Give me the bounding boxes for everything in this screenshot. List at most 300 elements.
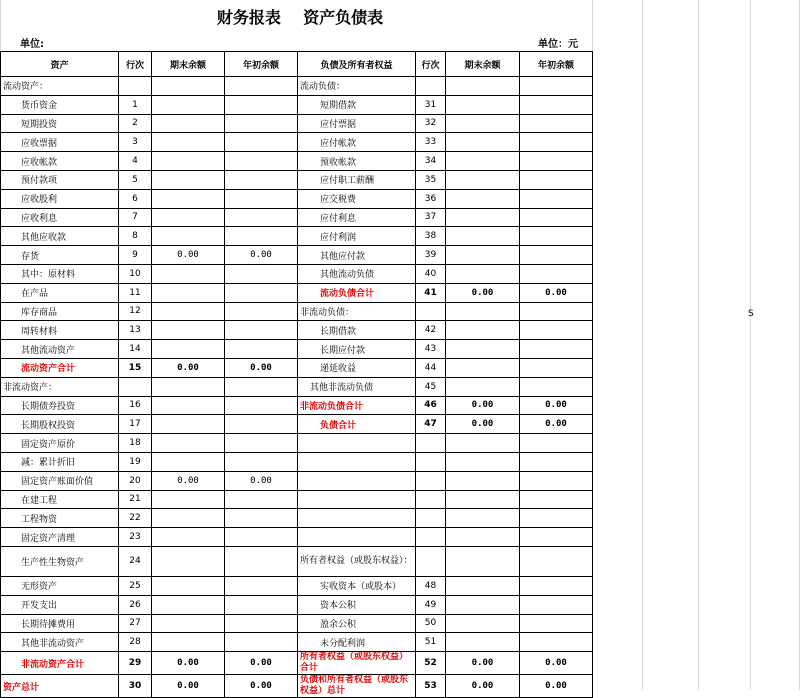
table-row [1,321,593,340]
asset-name-cell[interactable]: 非流动资产： [1,377,119,396]
asset-beginning-balance-cell[interactable] [225,114,298,133]
asset-beginning-balance-cell[interactable]: 0.00 [225,675,298,698]
header-assets[interactable]: 资产 [1,52,119,77]
liability-beginning-balance-cell[interactable] [520,114,593,133]
asset-beginning-balance-cell[interactable] [225,321,298,340]
unit-label-left: 单位: [20,39,44,50]
liability-beginning-balance-cell[interactable] [520,452,593,471]
asset-ending-balance-cell[interactable] [152,170,225,189]
liability-name-cell[interactable]: 其他应付款 [298,246,416,265]
header-beginning-balance[interactable]: 年初余额 [225,52,298,77]
asset-ending-balance-cell[interactable] [152,509,225,528]
asset-ending-balance-cell[interactable] [152,340,225,359]
liability-ending-balance-cell[interactable] [446,528,520,547]
asset-row-number-cell[interactable]: 18 [119,434,152,453]
asset-name-cell[interactable]: 其他流动资产 [1,340,119,359]
report-title: 财务报表 资产负债表 [216,8,384,27]
table-row [1,546,593,576]
liability-name-cell[interactable]: 其他非流动负债 [298,377,416,396]
liability-ending-balance-cell[interactable] [446,114,520,133]
asset-name-cell[interactable]: 预付款项 [1,170,119,189]
liability-row-number-cell[interactable]: 39 [416,246,446,265]
liability-name-cell[interactable]: 递延收益 [298,358,416,377]
liability-ending-balance-cell[interactable]: 0.00 [446,415,520,434]
liability-beginning-balance-cell[interactable] [520,152,593,171]
asset-ending-balance-cell[interactable] [152,415,225,434]
liability-beginning-balance-cell[interactable]: 0.00 [520,415,593,434]
asset-beginning-balance-cell[interactable] [225,283,298,302]
asset-ending-balance-cell[interactable] [152,595,225,614]
asset-ending-balance-cell[interactable] [152,377,225,396]
table-row [1,170,593,189]
asset-ending-balance-cell[interactable] [152,283,225,302]
liability-ending-balance-cell[interactable] [446,490,520,509]
liability-ending-balance-cell[interactable] [446,321,520,340]
asset-beginning-balance-cell[interactable] [225,152,298,171]
table-row [1,576,593,595]
liability-ending-balance-cell[interactable] [446,377,520,396]
liability-ending-balance-cell[interactable] [446,77,520,96]
liability-row-number-cell[interactable]: 33 [416,133,446,152]
liability-ending-balance-cell[interactable] [446,358,520,377]
liability-beginning-balance-cell[interactable] [520,170,593,189]
liability-ending-balance-cell[interactable] [446,227,520,246]
liability-ending-balance-cell[interactable] [446,595,520,614]
asset-row-number-cell[interactable]: 4 [119,152,152,171]
asset-beginning-balance-cell[interactable] [225,77,298,96]
liability-name-cell[interactable] [298,509,416,528]
liability-ending-balance-cell[interactable]: 0.00 [446,283,520,302]
table-row [1,509,593,528]
balance-sheet-table [0,51,593,698]
liability-row-number-cell[interactable]: 40 [416,264,446,283]
asset-row-number-cell[interactable]: 1 [119,95,152,114]
asset-ending-balance-cell[interactable]: 0.00 [152,246,225,265]
liability-beginning-balance-cell[interactable] [520,528,593,547]
asset-name-cell[interactable]: 货币资金 [1,95,119,114]
table-row [1,152,593,171]
liability-ending-balance-cell[interactable] [446,340,520,359]
asset-ending-balance-cell[interactable] [152,633,225,652]
table-row [1,358,593,377]
table-row [1,95,593,114]
liability-beginning-balance-cell[interactable] [520,340,593,359]
header-ending-balance[interactable]: 期末余额 [152,52,225,77]
asset-beginning-balance-cell[interactable] [225,396,298,415]
table-row [1,614,593,633]
liability-row-number-cell[interactable]: 38 [416,227,446,246]
asset-ending-balance-cell[interactable] [152,614,225,633]
table-row [1,264,593,283]
liability-name-cell[interactable]: 所有者权益（或股东权益）： [298,546,416,576]
liability-ending-balance-cell[interactable] [446,152,520,171]
liability-beginning-balance-cell[interactable]: 0.00 [520,675,593,698]
liability-beginning-balance-cell[interactable] [520,302,593,321]
table-row [1,471,593,490]
liability-beginning-balance-cell[interactable] [520,576,593,595]
liability-name-cell[interactable]: 流动负债合计 [298,283,416,302]
asset-row-number-cell[interactable]: 19 [119,452,152,471]
asset-name-cell[interactable]: 应收股利 [1,189,119,208]
liability-row-number-cell[interactable] [416,546,446,576]
table-row [1,434,593,453]
liability-row-number-cell[interactable] [416,77,446,96]
liability-row-number-cell[interactable]: 51 [416,633,446,652]
asset-name-cell[interactable]: 工程物资 [1,509,119,528]
liability-beginning-balance-cell[interactable] [520,189,593,208]
asset-name-cell[interactable]: 应收帐款 [1,152,119,171]
table-row [1,377,593,396]
liability-ending-balance-cell[interactable] [446,614,520,633]
liability-name-cell[interactable]: 长期应付款 [298,340,416,359]
asset-ending-balance-cell[interactable] [152,302,225,321]
liability-ending-balance-cell[interactable] [446,264,520,283]
asset-name-cell[interactable]: 长期债券投资 [1,396,119,415]
asset-ending-balance-cell[interactable] [152,396,225,415]
liability-name-cell[interactable]: 应付职工薪酬 [298,170,416,189]
asset-beginning-balance-cell[interactable] [225,490,298,509]
liability-row-number-cell[interactable]: 34 [416,152,446,171]
asset-name-cell[interactable]: 在建工程 [1,490,119,509]
asset-name-cell[interactable]: 流动资产： [1,77,119,96]
table-row [1,227,593,246]
table-row [1,283,593,302]
liability-ending-balance-cell[interactable] [446,95,520,114]
liability-row-number-cell[interactable]: 32 [416,114,446,133]
liability-row-number-cell[interactable]: 52 [416,652,446,675]
liability-beginning-balance-cell[interactable]: 0.00 [520,652,593,675]
liability-beginning-balance-cell[interactable] [520,509,593,528]
asset-row-number-cell[interactable]: 28 [119,633,152,652]
liability-name-cell[interactable]: 实收资本（或股本） [298,576,416,595]
asset-name-cell[interactable]: 周转材料 [1,321,119,340]
asset-ending-balance-cell[interactable] [152,189,225,208]
liability-name-cell[interactable]: 应付利息 [298,208,416,227]
asset-row-number-cell[interactable]: 3 [119,133,152,152]
asset-row-number-cell[interactable]: 24 [119,546,152,576]
asset-row-number-cell[interactable]: 16 [119,396,152,415]
asset-beginning-balance-cell[interactable] [225,633,298,652]
liability-beginning-balance-cell[interactable] [520,77,593,96]
asset-name-cell[interactable]: 存货 [1,246,119,265]
liability-ending-balance-cell[interactable] [446,434,520,453]
asset-row-number-cell[interactable]: 14 [119,340,152,359]
table-row [1,208,593,227]
asset-row-number-cell[interactable]: 22 [119,509,152,528]
asset-beginning-balance-cell[interactable] [225,227,298,246]
liability-name-cell[interactable]: 负债和所有者权益（或股东权益）总计 [298,675,416,698]
liability-row-number-cell[interactable]: 53 [416,675,446,698]
asset-ending-balance-cell[interactable] [152,546,225,576]
asset-beginning-balance-cell[interactable]: 0.00 [225,358,298,377]
asset-name-cell[interactable]: 固定资产原价 [1,434,119,453]
asset-row-number-cell[interactable]: 10 [119,264,152,283]
liability-ending-balance-cell[interactable] [446,509,520,528]
asset-ending-balance-cell[interactable]: 0.00 [152,358,225,377]
liability-beginning-balance-cell[interactable] [520,377,593,396]
liability-beginning-balance-cell[interactable] [520,434,593,453]
table-row [1,452,593,471]
table-row [1,246,593,265]
liability-name-cell[interactable]: 预收帐款 [298,152,416,171]
liability-ending-balance-cell[interactable]: 0.00 [446,396,520,415]
asset-ending-balance-cell[interactable] [152,576,225,595]
asset-beginning-balance-cell[interactable] [225,302,298,321]
asset-beginning-balance-cell[interactable] [225,189,298,208]
asset-name-cell[interactable]: 长期待摊费用 [1,614,119,633]
liability-beginning-balance-cell[interactable] [520,133,593,152]
asset-beginning-balance-cell[interactable] [225,546,298,576]
liability-name-cell[interactable] [298,528,416,547]
liability-beginning-balance-cell[interactable] [520,633,593,652]
asset-beginning-balance-cell[interactable]: 0.00 [225,652,298,675]
liability-row-number-cell[interactable]: 47 [416,415,446,434]
liability-name-cell[interactable]: 盈余公积 [298,614,416,633]
liability-beginning-balance-cell[interactable] [520,490,593,509]
liability-name-cell[interactable]: 负债合计 [298,415,416,434]
liability-row-number-cell[interactable] [416,302,446,321]
liability-beginning-balance-cell[interactable] [520,227,593,246]
liability-ending-balance-cell[interactable] [446,133,520,152]
liability-beginning-balance-cell[interactable] [520,358,593,377]
table-row [1,528,593,547]
liability-beginning-balance-cell[interactable] [520,546,593,576]
asset-beginning-balance-cell[interactable] [225,377,298,396]
asset-beginning-balance-cell[interactable] [225,576,298,595]
liability-beginning-balance-cell[interactable] [520,264,593,283]
table-row [1,77,593,96]
liability-name-cell[interactable] [298,490,416,509]
liability-row-number-cell[interactable] [416,528,446,547]
liability-row-number-cell[interactable]: 45 [416,377,446,396]
asset-row-number-cell[interactable]: 5 [119,170,152,189]
liability-beginning-balance-cell[interactable] [520,471,593,490]
asset-name-cell[interactable]: 应收利息 [1,208,119,227]
asset-row-number-cell[interactable]: 9 [119,246,152,265]
asset-ending-balance-cell[interactable] [152,434,225,453]
liability-row-number-cell[interactable]: 42 [416,321,446,340]
asset-beginning-balance-cell[interactable]: 0.00 [225,246,298,265]
header-beginning-balance-right[interactable]: 年初余额 [520,52,593,77]
liability-row-number-cell[interactable]: 48 [416,576,446,595]
table-row [1,675,593,698]
stray-cell-text[interactable]: S [748,309,754,319]
liability-beginning-balance-cell[interactable]: 0.00 [520,396,593,415]
asset-row-number-cell[interactable]: 8 [119,227,152,246]
liability-row-number-cell[interactable]: 36 [416,189,446,208]
asset-name-cell[interactable]: 资产总计 [1,675,119,698]
liability-row-number-cell[interactable]: 44 [416,358,446,377]
asset-name-cell[interactable]: 其他非流动资产 [1,633,119,652]
asset-row-number-cell[interactable]: 20 [119,471,152,490]
asset-row-number-cell[interactable] [119,77,152,96]
liability-row-number-cell[interactable]: 50 [416,614,446,633]
asset-row-number-cell[interactable]: 13 [119,321,152,340]
asset-ending-balance-cell[interactable] [152,114,225,133]
asset-row-number-cell[interactable]: 6 [119,189,152,208]
liability-name-cell[interactable]: 应付票据 [298,114,416,133]
liability-row-number-cell[interactable] [416,509,446,528]
table-row [1,340,593,359]
liability-ending-balance-cell[interactable] [446,246,520,265]
liability-ending-balance-cell[interactable]: 0.00 [446,652,520,675]
liability-beginning-balance-cell[interactable] [520,321,593,340]
liability-name-cell[interactable]: 应交税费 [298,189,416,208]
liability-row-number-cell[interactable]: 46 [416,396,446,415]
asset-name-cell[interactable]: 在产品 [1,283,119,302]
asset-row-number-cell[interactable]: 27 [119,614,152,633]
liability-row-number-cell[interactable]: 41 [416,283,446,302]
table-row [1,652,593,675]
asset-row-number-cell[interactable]: 25 [119,576,152,595]
asset-beginning-balance-cell[interactable]: 0.00 [225,471,298,490]
liability-name-cell[interactable]: 短期借款 [298,95,416,114]
asset-beginning-balance-cell[interactable] [225,415,298,434]
liability-beginning-balance-cell[interactable] [520,246,593,265]
table-row [1,189,593,208]
asset-beginning-balance-cell[interactable] [225,340,298,359]
asset-ending-balance-cell[interactable] [152,452,225,471]
liability-name-cell[interactable]: 流动负债： [298,77,416,96]
asset-name-cell[interactable]: 库存商品 [1,302,119,321]
liability-ending-balance-cell[interactable] [446,633,520,652]
liability-row-number-cell[interactable]: 35 [416,170,446,189]
asset-name-cell[interactable]: 生产性生物资产 [1,546,119,576]
liability-ending-balance-cell[interactable] [446,170,520,189]
liability-ending-balance-cell[interactable] [446,452,520,471]
liability-ending-balance-cell[interactable] [446,302,520,321]
liability-row-number-cell[interactable]: 49 [416,595,446,614]
liability-row-number-cell[interactable]: 31 [416,95,446,114]
liability-ending-balance-cell[interactable] [446,471,520,490]
asset-beginning-balance-cell[interactable] [225,528,298,547]
asset-row-number-cell[interactable] [119,377,152,396]
asset-ending-balance-cell[interactable] [152,208,225,227]
asset-beginning-balance-cell[interactable] [225,208,298,227]
asset-ending-balance-cell[interactable] [152,95,225,114]
liability-name-cell[interactable]: 未分配利润 [298,633,416,652]
asset-ending-balance-cell[interactable]: 0.00 [152,675,225,698]
header-row-number-right[interactable]: 行次 [416,52,446,77]
liability-row-number-cell[interactable]: 37 [416,208,446,227]
liability-name-cell[interactable] [298,452,416,471]
liability-ending-balance-cell[interactable]: 0.00 [446,675,520,698]
liability-row-number-cell[interactable] [416,490,446,509]
asset-row-number-cell[interactable]: 21 [119,490,152,509]
asset-beginning-balance-cell[interactable] [225,434,298,453]
asset-beginning-balance-cell[interactable] [225,509,298,528]
asset-row-number-cell[interactable]: 12 [119,302,152,321]
table-row [1,133,593,152]
asset-beginning-balance-cell[interactable] [225,595,298,614]
asset-beginning-balance-cell[interactable] [225,452,298,471]
asset-row-number-cell[interactable]: 15 [119,358,152,377]
liability-name-cell[interactable]: 资本公积 [298,595,416,614]
liability-ending-balance-cell[interactable] [446,576,520,595]
table-row [1,490,593,509]
liability-ending-balance-cell[interactable] [446,546,520,576]
asset-beginning-balance-cell[interactable] [225,614,298,633]
asset-row-number-cell[interactable]: 2 [119,114,152,133]
asset-ending-balance-cell[interactable] [152,227,225,246]
asset-beginning-balance-cell[interactable] [225,133,298,152]
liability-row-number-cell[interactable]: 43 [416,340,446,359]
liability-beginning-balance-cell[interactable] [520,95,593,114]
liability-name-cell[interactable] [298,434,416,453]
asset-name-cell[interactable]: 非流动资产合计 [1,652,119,675]
asset-name-cell[interactable]: 固定资产账面价值 [1,471,119,490]
liability-name-cell[interactable]: 应付利润 [298,227,416,246]
asset-row-number-cell[interactable]: 23 [119,528,152,547]
table-row [1,415,593,434]
asset-ending-balance-cell[interactable] [152,264,225,283]
liability-name-cell[interactable] [298,471,416,490]
asset-name-cell[interactable]: 固定资产清理 [1,528,119,547]
liability-name-cell[interactable]: 其他流动负债 [298,264,416,283]
asset-row-number-cell[interactable]: 30 [119,675,152,698]
liability-name-cell[interactable]: 长期借款 [298,321,416,340]
asset-beginning-balance-cell[interactable] [225,170,298,189]
liability-name-cell[interactable]: 非流动负债合计 [298,396,416,415]
asset-name-cell[interactable]: 短期投资 [1,114,119,133]
liability-beginning-balance-cell[interactable] [520,614,593,633]
asset-beginning-balance-cell[interactable] [225,95,298,114]
asset-name-cell[interactable]: 流动资产合计 [1,358,119,377]
liability-name-cell[interactable]: 所有者权益（或股东权益）合计 [298,652,416,675]
liability-row-number-cell[interactable] [416,471,446,490]
asset-name-cell[interactable]: 其中：原材料 [1,264,119,283]
header-row-number[interactable]: 行次 [119,52,152,77]
asset-name-cell[interactable]: 开发支出 [1,595,119,614]
asset-row-number-cell[interactable]: 11 [119,283,152,302]
asset-name-cell[interactable]: 其他应收款 [1,227,119,246]
asset-ending-balance-cell[interactable] [152,321,225,340]
asset-ending-balance-cell[interactable]: 0.00 [152,471,225,490]
asset-name-cell[interactable]: 长期股权投资 [1,415,119,434]
asset-row-number-cell[interactable]: 7 [119,208,152,227]
asset-ending-balance-cell[interactable] [152,152,225,171]
asset-ending-balance-cell[interactable] [152,490,225,509]
liability-row-number-cell[interactable] [416,452,446,471]
liability-beginning-balance-cell[interactable] [520,595,593,614]
liability-ending-balance-cell[interactable] [446,189,520,208]
liability-beginning-balance-cell[interactable] [520,208,593,227]
table-row [1,302,593,321]
asset-row-number-cell[interactable]: 26 [119,595,152,614]
asset-ending-balance-cell[interactable] [152,133,225,152]
liability-name-cell[interactable]: 非流动负债： [298,302,416,321]
asset-row-number-cell[interactable]: 29 [119,652,152,675]
asset-beginning-balance-cell[interactable] [225,264,298,283]
liability-row-number-cell[interactable] [416,434,446,453]
asset-name-cell[interactable]: 应收票据 [1,133,119,152]
asset-name-cell[interactable]: 减：累计折旧 [1,452,119,471]
header-ending-balance-right[interactable]: 期末余额 [446,52,520,77]
liability-ending-balance-cell[interactable] [446,208,520,227]
asset-name-cell[interactable]: 无形资产 [1,576,119,595]
liability-name-cell[interactable]: 应付帐款 [298,133,416,152]
asset-ending-balance-cell[interactable]: 0.00 [152,652,225,675]
asset-row-number-cell[interactable]: 17 [119,415,152,434]
table-row [1,396,593,415]
asset-ending-balance-cell[interactable] [152,77,225,96]
header-liabilities-equity[interactable]: 负债及所有者权益 [298,52,416,77]
table-row [1,114,593,133]
table-row [1,633,593,652]
liability-beginning-balance-cell[interactable]: 0.00 [520,283,593,302]
asset-ending-balance-cell[interactable] [152,528,225,547]
table-row [1,595,593,614]
